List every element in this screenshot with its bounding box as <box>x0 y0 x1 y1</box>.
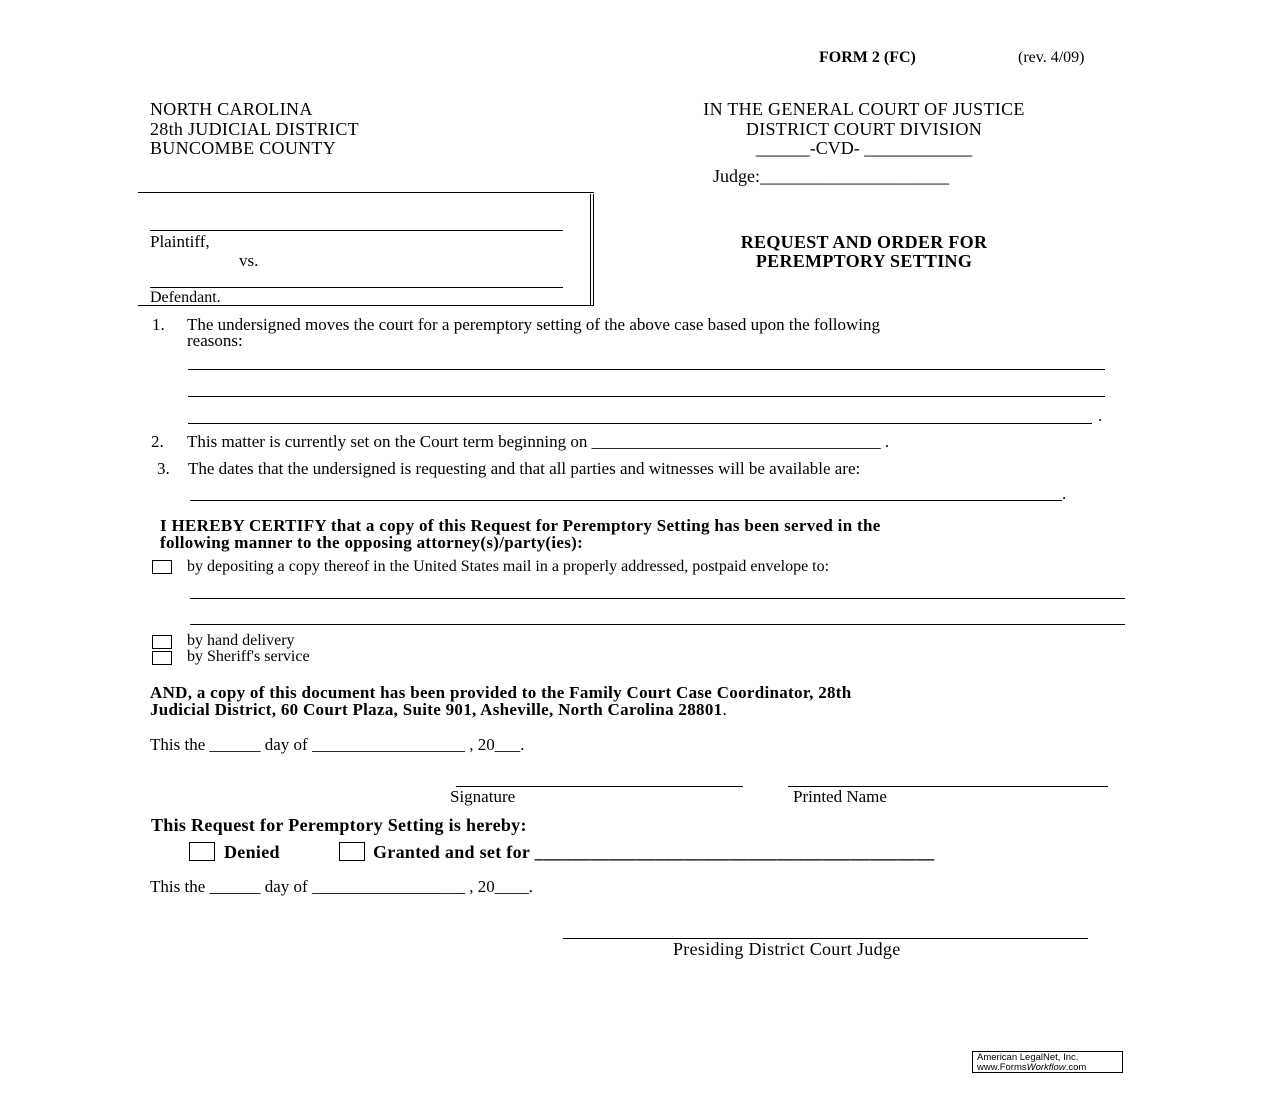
denied-label: Denied <box>224 842 280 862</box>
order-date-field[interactable]: This the ______ day of __________________ , 20____. <box>150 877 533 896</box>
item1-text: The undersigned moves the court for a peremptory setting of the above case based upon the following <box>187 315 881 334</box>
item2-number: 2. <box>151 432 164 451</box>
versus-label: vs. <box>239 251 259 270</box>
reasons-period: . <box>1098 406 1103 425</box>
coordinator-address-period: . <box>722 700 727 719</box>
certify-heading-continued: following manner to the opposing attorney(s)/party(ies): <box>160 533 584 552</box>
party-box-right-rule-inner <box>590 194 591 306</box>
judge-signature-label: Presiding District Court Judge <box>673 939 901 959</box>
publisher-name: American LegalNet, Inc. <box>977 1052 1079 1063</box>
form-label: FORM 2 (FC) <box>819 49 916 66</box>
defendant-line[interactable] <box>150 287 563 288</box>
item1-text-continued: reasons: <box>187 331 243 350</box>
court-division: DISTRICT COURT DIVISION <box>745 119 983 139</box>
party-box-right-rule-outer <box>593 194 594 306</box>
item3-number: 3. <box>157 459 170 478</box>
request-date-field[interactable]: This the ______ day of __________________ , 20___. <box>150 735 525 754</box>
requested-dates-line[interactable] <box>190 500 1062 501</box>
court-name: IN THE GENERAL COURT OF JUSTICE <box>703 99 1025 119</box>
defendant-label: Defendant. <box>150 289 221 306</box>
item3-text: The dates that the undersigned is requesting and that all parties and witnesses will be available are: <box>188 459 861 478</box>
document-title-line2: PEREMPTORY SETTING <box>755 251 973 271</box>
hand-delivery-label: by hand delivery <box>187 632 295 649</box>
order-heading: This Request for Peremptory Setting is hereby: <box>151 815 527 835</box>
publisher-url: www.FormsWorkflow.com <box>977 1062 1087 1073</box>
reasons-line-3[interactable] <box>188 423 1092 424</box>
mail-address-line-2[interactable] <box>190 624 1125 625</box>
plaintiff-label: Plaintiff, <box>150 232 210 251</box>
printed-name-label: Printed Name <box>793 787 887 806</box>
district-name: 28th JUDICIAL DISTRICT <box>150 119 359 139</box>
state-name: NORTH CAROLINA <box>150 99 313 119</box>
party-box-top-rule <box>138 192 594 193</box>
county-name: BUNCOMBE COUNTY <box>150 138 337 158</box>
hand-delivery-checkbox[interactable] <box>152 635 172 649</box>
coordinator-address: Judicial District, 60 Court Plaza, Suite 901, Asheville, North Carolina 28801 <box>150 700 723 719</box>
certify-heading: I HEREBY CERTIFY that a copy of this Request for Peremptory Setting has been served in the <box>160 516 881 535</box>
plaintiff-line[interactable] <box>150 230 563 231</box>
reasons-line-2[interactable] <box>188 396 1105 397</box>
court-term-field[interactable]: This matter is currently set on the Court term beginning on __________________________________ . <box>187 432 890 451</box>
requested-dates-period: . <box>1062 484 1067 503</box>
file-number-field[interactable]: ______-CVD- ____________ <box>755 138 973 158</box>
judge-field[interactable]: Judge:_____________________ <box>713 166 949 186</box>
coordinator-notice: AND, a copy of this document has been provided to the Family Court Case Coordinator, 28th <box>150 683 852 702</box>
signature-label: Signature <box>450 787 516 806</box>
granted-label[interactable]: Granted and set for ___________________________________________ <box>373 842 935 862</box>
publisher-logo <box>972 1051 1123 1073</box>
mail-service-label: by depositing a copy thereof in the United States mail in a properly addressed, postpaid envelope to: <box>187 558 830 575</box>
mail-address-line-1[interactable] <box>190 598 1125 599</box>
revision-date: (rev. 4/09) <box>1018 49 1085 66</box>
sheriff-service-checkbox[interactable] <box>152 651 172 665</box>
document-title-line1: REQUEST AND ORDER FOR <box>740 232 988 252</box>
granted-checkbox[interactable] <box>339 842 365 861</box>
denied-checkbox[interactable] <box>189 842 215 861</box>
item1-number: 1. <box>152 315 165 334</box>
sheriff-service-label: by Sheriff's service <box>187 648 310 665</box>
reasons-line-1[interactable] <box>188 369 1105 370</box>
mail-service-checkbox[interactable] <box>152 560 172 574</box>
